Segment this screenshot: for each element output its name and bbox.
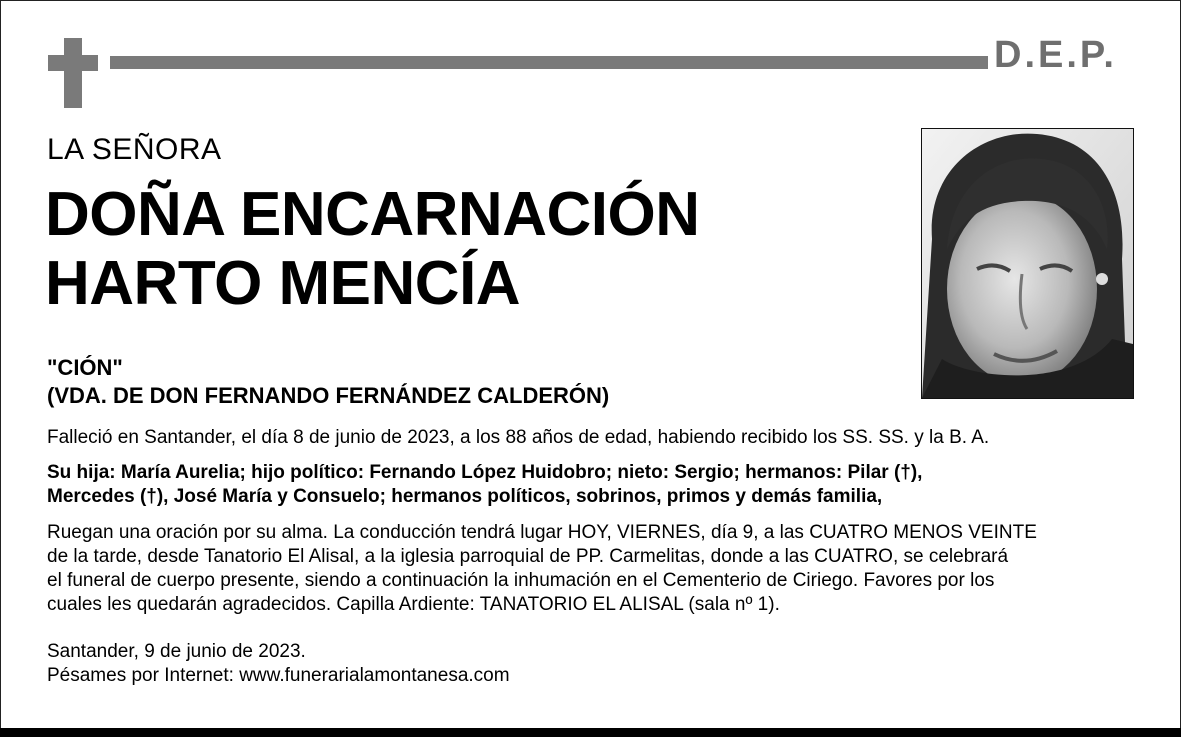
death-notice: Falleció en Santander, el día 8 de junio de 2023, a los 88 años de edad, habiendo recibido los SS. SS. y la B. A. bbox=[47, 427, 990, 448]
closing bbox=[47, 640, 1137, 688]
dep-heading: D.E.P. bbox=[994, 34, 1117, 76]
family-line-2: Mercedes (†), José María y Consuelo; hermanos políticos, sobrinos, primos y demás familia, bbox=[47, 486, 883, 507]
portrait-image bbox=[922, 129, 1133, 398]
lead-title: LA SEÑORA bbox=[47, 133, 222, 166]
portrait-photo bbox=[921, 128, 1134, 399]
header-rule bbox=[110, 56, 988, 69]
place-date: Santander, 9 de junio de 2023. bbox=[47, 641, 306, 662]
condolences-link: Pésames por Internet: www.funerarialamontanesa.com bbox=[47, 665, 510, 686]
name-line-1: DOÑA ENCARNACIÓN bbox=[45, 180, 700, 249]
widow-of: (VDA. DE DON FERNANDO FERNÁNDEZ CALDERÓN) bbox=[47, 383, 610, 408]
service-details bbox=[47, 521, 1137, 617]
service-line-1: Ruegan una oración por su alma. La conducción tendrá lugar HOY, VIERNES, día 9, a las CUATRO MENOS VEINTE bbox=[47, 522, 1037, 543]
service-line-4: cuales les quedarán agradecidos. Capilla Ardiente: TANATORIO EL ALISAL (sala nº 1). bbox=[47, 594, 780, 615]
service-line-3: el funeral de cuerpo presente, siendo a continuación la inhumación en el Cementerio de Ciriego. Favores por los bbox=[47, 570, 995, 591]
service-line-2: de la tarde, desde Tanatorio El Alisal, a la iglesia parroquial de PP. Carmelitas, donde a las CUATRO, se celebrará bbox=[47, 546, 1009, 567]
cross-icon bbox=[64, 38, 82, 108]
deceased-name bbox=[45, 180, 699, 318]
family-list bbox=[47, 461, 1137, 509]
bottom-bar bbox=[0, 728, 1181, 737]
name-line-2: HARTO MENCÍA bbox=[45, 249, 521, 318]
cross-icon-bar bbox=[48, 55, 98, 71]
nickname-block bbox=[47, 354, 609, 410]
family-line-1: Su hija: María Aurelia; hijo político: Fernando López Huidobro; nieto: Sergio; hermanos: Pilar (†), bbox=[47, 462, 923, 483]
nickname: "CIÓN" bbox=[47, 355, 123, 380]
